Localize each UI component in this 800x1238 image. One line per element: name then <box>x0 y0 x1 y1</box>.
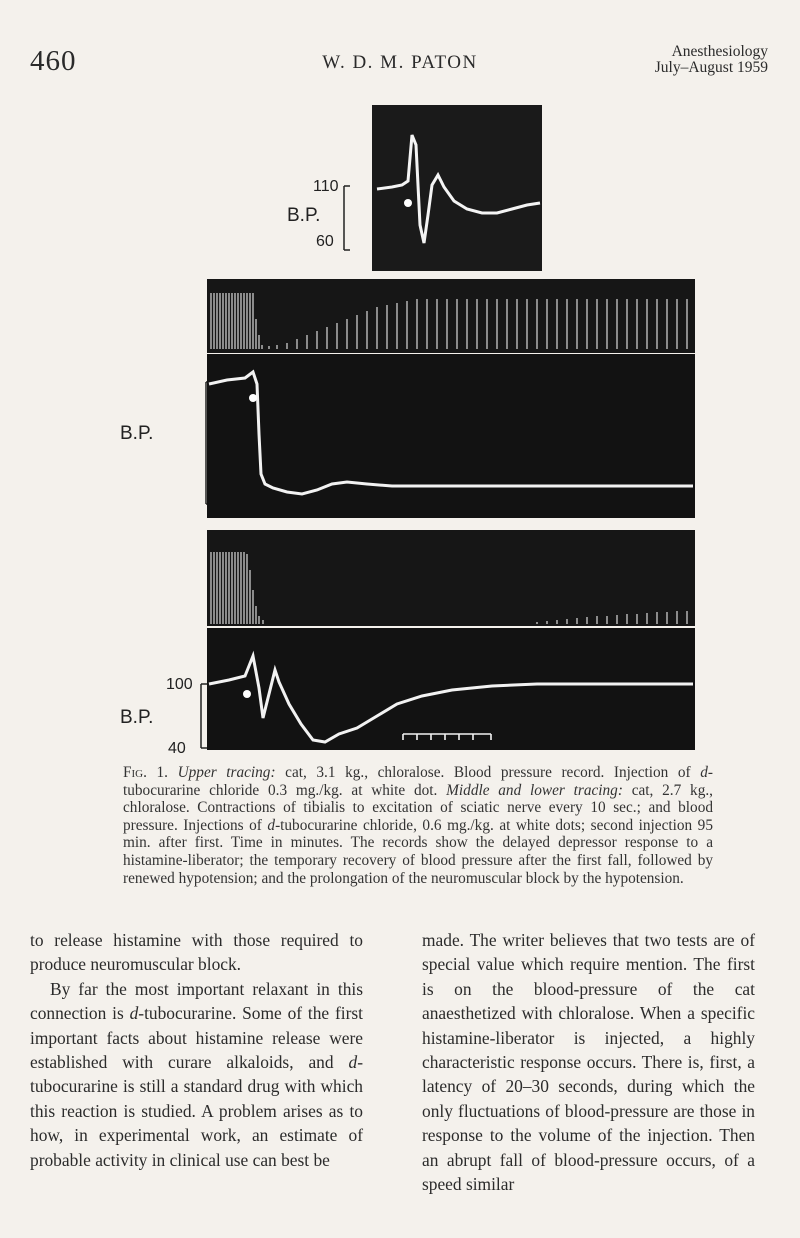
body-column-left <box>30 928 363 1172</box>
upper-scale-bar <box>336 184 352 254</box>
text-run: By far the most important relaxant in this connection is <box>30 978 363 1024</box>
body-column-right <box>422 928 755 1196</box>
caption-upper-label: Upper tracing: <box>177 764 276 781</box>
caption-d: d <box>700 764 708 781</box>
caption-d: d <box>267 816 276 834</box>
lower-contractions-image <box>207 530 695 626</box>
lower-bp-tracing-image <box>207 628 695 750</box>
paragraph: made. The writer believes that two tests are of special value which require mention. The first is on the blood-pressure of the cat anaesthetized with chloralose. When a specific histamine-liberator is injected, a highly characteristic response occurs. There is, first, a latency of 20–30 seconds, during which the only fluctuations of blood-pressure are those in response to the volume of the injection. Then an abrupt fall of blood-pressure occurs, of a speed similar <box>422 930 755 1195</box>
lower-scale-top: 100 <box>166 676 193 693</box>
page-number: 460 <box>30 45 77 77</box>
journal-issue: July–August 1959 <box>654 59 768 76</box>
caption-text: -tubocurarine chloride 0.3 mg./kg. at white dot. <box>123 764 713 799</box>
running-head: W. D. M. PATON <box>322 52 478 73</box>
upper-scale-bottom: 60 <box>316 233 334 250</box>
lower-bp-label: B.P. <box>120 707 154 728</box>
middle-bp-label: B.P. <box>120 423 154 444</box>
text-run: d <box>348 1052 358 1073</box>
figure-caption <box>123 764 713 887</box>
caption-text: cat, 3.1 kg., chloralose. Blood pressure record. Injection of <box>275 764 701 781</box>
lower-scale-bottom: 40 <box>168 740 186 757</box>
caption-middle-lower-label: Middle and lower tracing: <box>446 781 623 799</box>
journal-info <box>655 44 768 76</box>
text-run: d <box>129 1003 139 1024</box>
upper-tracing-image <box>372 105 542 271</box>
text-run: -tubocurarine. Some of the first important facts about histamine release were established with curare alkaloids, and <box>30 1003 363 1073</box>
paragraph: to release histamine with those required to produce neuromuscular block. <box>30 930 363 975</box>
paragraph <box>30 977 363 1172</box>
caption-text: -tubocurarine chloride, 0.6 mg./kg. at white dots; second injection 95 min. after first. Time in minutes. The records show the delayed depressor response to a histamine-liberator; the temporary recovery of blood pressure after the first fall, followed by renewed hypotension; and the prolongation of the neuromuscular block by the hypotension. <box>123 816 713 887</box>
middle-bp-tracing-image <box>207 354 695 518</box>
upper-scale-top: 110 <box>313 178 339 195</box>
figure-label: Fig. 1. <box>123 764 168 781</box>
upper-bp-label: B.P. <box>287 205 321 226</box>
text-run: -tubocurarine is still a standard drug with which this reaction is studied. A problem arises as to how, in experimental work, an estimate of probable activity in clinical use can best be <box>30 1052 363 1170</box>
middle-contractions-image <box>207 279 695 353</box>
caption-text: cat, 2.7 kg., chloralose. Contractions of tibialis to excitation of sciatic nerve every 10 sec.; and blood pressure. Injections of <box>123 781 713 834</box>
journal-name: Anesthesiology <box>671 43 768 60</box>
